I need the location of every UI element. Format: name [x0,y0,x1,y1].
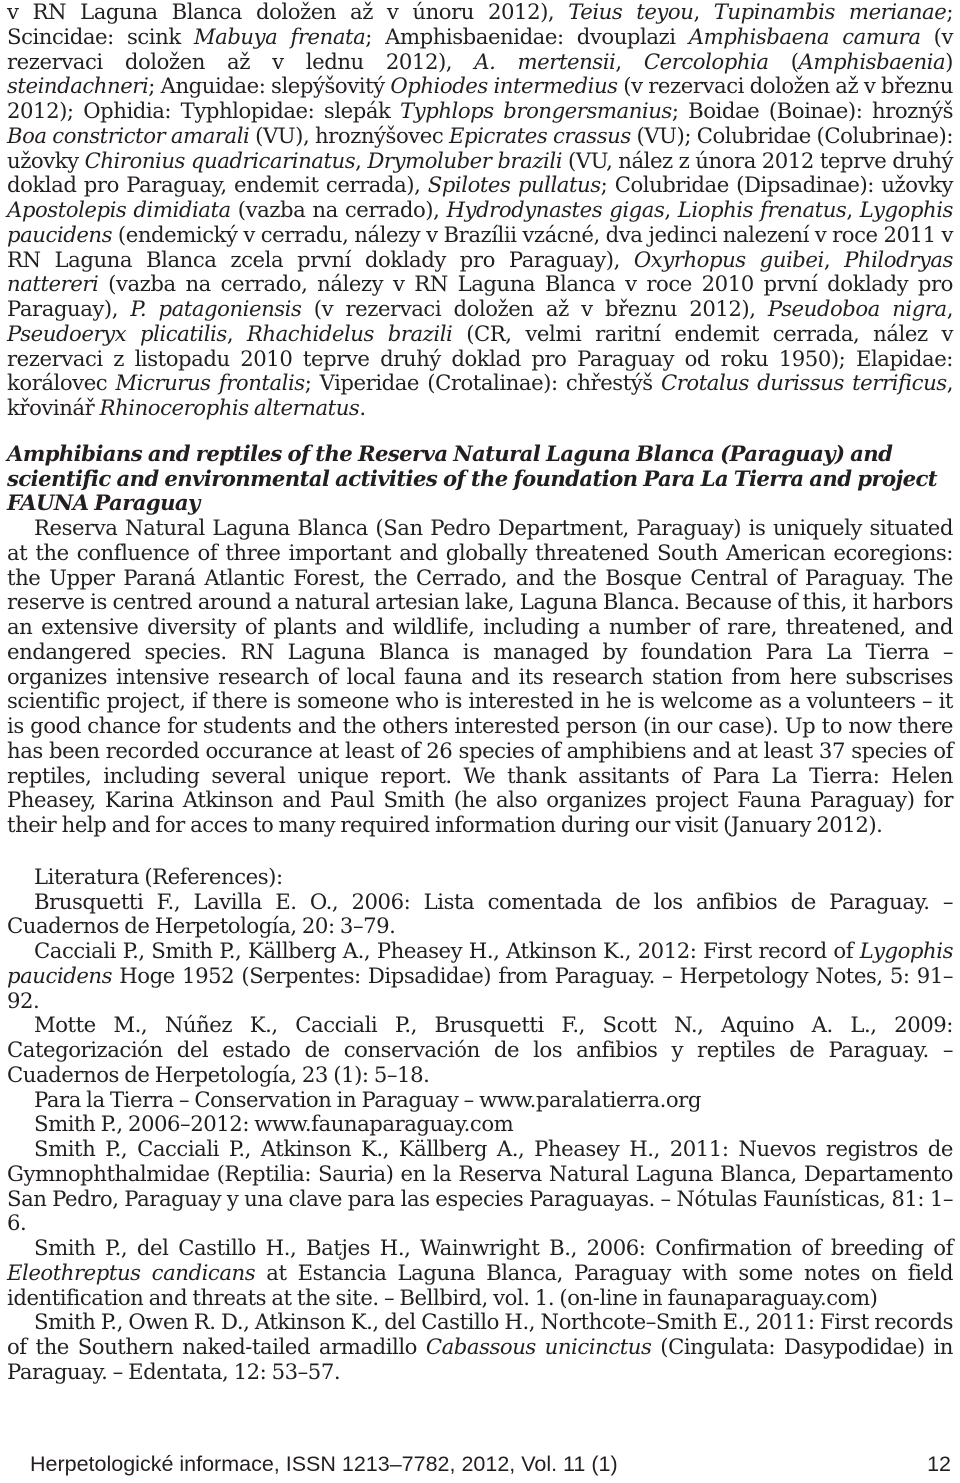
text-run: (VU); Colubridae (Colubrinae): užovky [7,122,954,173]
species-name: Pseudoeryx plicatilis [7,320,227,346]
species-name: Spilotes pullatus [427,172,601,198]
species-name: Epicrates crassus [449,122,631,148]
text-run: (v rezervaci doložen až v lednu 2012), [7,23,954,74]
text-run: . [359,395,366,420]
species-name: Philodryas nattereri [7,246,953,297]
species-name: Amphisbaenia [798,48,946,74]
reference-item: Para la Tierra – Conservation in Paraguay – www.paralatierra.org [34,1086,701,1112]
text-run: (v rezervaci doložen až v březnu 2012); Ophidia: Typhlopidae: slepák [7,73,953,123]
text-run: Smith P., Owen R. D., Atkinson K., del Castillo H., Northcote–Smith E., 2011: First records of the Southern naked-tailed armadillo [7,1309,953,1359]
text-run: (Cingulata: Dasypodidae) in Paraguay. – Edentata, 12: 53–57. [7,1334,953,1384]
species-name: Eleothreptus candicans [7,1259,256,1285]
species-name: Tupinambis merianae [713,0,947,24]
text-run: v RN Laguna Blanca doložen až v únoru 2012), [7,0,569,24]
text-run: ; Colubridae (Dipsadinae): užovky [600,172,954,198]
references-title: Literatura (References): [34,863,283,889]
journal-citation: Herpetologické informace, ISSN 1213–7782, 2012, Vol. 11 (1) [30,1452,618,1476]
species-name: Hydrodynastes gigas [446,197,665,222]
text-run: , [355,147,368,173]
reference-item: Smith P., Cacciali P., Atkinson K., Källberg A., Pheasey H., 2011: Nuevos registros de Gymnophthalmidae (Reptilia: Sauria) en la Reserva Natural Laguna Blanca, Departamento San Pedro, Paraguay y una clave para las especies Paraguayas. – Nótulas Faunísticas, 81: 1–6. [7,1136,953,1236]
text-run: , [823,246,845,272]
species-name: Mabuya frenata [193,23,366,49]
text-run: ; Anguidae: slepýšovitý [148,73,391,99]
text-run: ; Boidae (Boinae): hroznýš [671,98,953,123]
text-run: Cacciali P., Smith P., Källberg A., Pheasey H., Atkinson K., 2012: First record of [34,938,860,963]
species-name: Chironius quadricarinatus [84,147,356,173]
text-run: , [693,0,714,24]
species-name: Oxyrhopus guibei [633,246,824,272]
species-name: Rhinocerophis alternatus [99,395,360,420]
species-name: Drymoluber brazili [367,147,563,173]
species-name: Crotalus durissus terrificus [660,370,947,396]
text-run: ( [768,48,799,74]
english-summary-body: Reserva Natural Laguna Blanca (San Pedro Department, Paraguay) is uniquely situated at the confluence of three important and globally threatened South American ecoregions: the Upper Paraná Atlantic Forest, the Cerrado, and the Bosque Central of Paraguay. The reserve is centred around a natural artesian lake, Laguna Blanca. Because of this, it harbors an extensive diversity of plants and wildlife, including a number of rare, threatened, and endangered species. RN Laguna Blanca is managed by foundation Para La Tierra – organizes intensive research of local fauna and its research station from here subscrises scientific project, if there is someone who is interested in he is welcome as a volunteers – it is good chance for students and the others interested person (in our case). Up to now there has been recorded occurance at least of 26 species of amphibiens and at least 37 species of reptiles, including several unique report. We thank assitants of Para La Tierra: Helen Pheasey, Karina Atkinson and Paul Smith (he also organizes project Fauna Paraguay) for their help and for acces to many required information during our visit (January 2012). [7,515,953,837]
species-name: Apostolepis dimidiata [7,197,231,222]
species-name: Boa constrictor amarali [7,122,250,148]
article-continuation-paragraph [7,0,953,421]
text-run: ; Viperidae (Crotalinae): chřestýš [304,370,661,396]
species-name: Lygophis paucidens [7,938,953,988]
page-footer [30,1452,951,1477]
references-section [7,865,953,1385]
text-run: , [226,320,247,346]
reference-item [7,1236,953,1310]
reference-item: Motte M., Núñez K., Cacciali P., Brusquetti F., Scott N., Aquino A. L., 2009: Categorización del estado de conservación de los anfibios y reptiles de Paraguay. – Cuadernos de Herpetología, 23 (1): 5–18. [7,1012,953,1087]
document-page [7,0,953,1385]
text-run: (vazba na cerrado), [230,197,447,222]
text-run: , [846,197,860,222]
english-summary-heading: Amphibians and reptiles of the Reserva Natural Laguna Blanca (Paraguay) and scientific and environmental activities of the foundation Para La Tierra and project FAUNA Paraguay [7,440,937,516]
species-name: P. patagoniensis [130,296,302,321]
species-name: Teius teyou [568,0,694,24]
text-run: ; Amphisbaenidae: dvouplazi [365,23,689,49]
species-name: Cercolophia [643,48,769,74]
species-name: Ophiodes intermedius [390,73,618,99]
reference-item [7,1310,953,1384]
text-run: Smith P., del Castillo H., Batjes H., Wainwright B., 2006: Confirmation of breeding of [34,1235,953,1260]
reference-item: Brusquetti F., Lavilla E. O., 2006: Lista comentada de los anfibios de Paraguay. – Cuadernos de Herpetología, 20: 3–79. [7,888,953,939]
species-name: Micrurus frontalis [115,370,305,396]
species-name: A. mertensii [474,48,616,74]
species-name: Amphisbaena camura [688,23,921,49]
species-name: Lygophis paucidens [7,197,953,247]
species-name: Cabassous unicinctus [425,1334,652,1359]
text-run: (VU, nález z února 2012 teprve druhý doklad pro Paraguay, endemit cerrada), [7,147,953,198]
species-name: Liophis frenatus [677,197,847,222]
species-name: Rhachidelus brazili [246,320,453,346]
text-run: , [664,197,678,222]
page-number: 12 [927,1452,951,1476]
reference-item [7,939,953,1013]
species-name: Pseudoboa nigra [767,296,947,321]
text-run: ) [945,48,953,74]
text-run: (endemický v cerradu, nálezy v Brazílii vzácné, dva jedinci nalezení v roce 2011 v RN Laguna Blanca zcela první doklady pro Paraguay), [7,221,953,272]
text-run: , [946,296,953,321]
species-name: Typhlops brongersmanius [400,98,672,123]
text-run: , [615,48,644,74]
text-run: (vazba na cerrado, nálezy v RN Laguna Blanca v roce 2010 první doklady pro Paraguay), [7,271,953,321]
text-run: ; Scincidae: scink [7,0,954,49]
reference-item: Smith P., 2006–2012: www.faunaparaguay.com [34,1111,514,1137]
text-run: (VU), hroznýšovec [249,122,450,148]
text-run: Hoge 1952 (Serpentes: Dipsadidae) from Paraguay. – Herpetology Notes, 5: 91–92. [7,962,953,1013]
text-run: , křovinář [7,370,954,420]
text-run: at Estancia Laguna Blanca, Paraguay with some notes on field identification and threats at the site. – Bellbird, vol. 1. (on-line in faunaparaguay.com) [7,1259,954,1310]
text-run: (v rezervaci doložen až v březnu 2012), [301,296,768,321]
species-name: steindachneri [7,73,149,99]
text-run: (CR, velmi raritní endemit cerrada, nález v rezervaci z listopadu 2010 teprve druhý doklad pro Paraguay od roku 1950); Elapidae: korálovec [7,320,953,396]
